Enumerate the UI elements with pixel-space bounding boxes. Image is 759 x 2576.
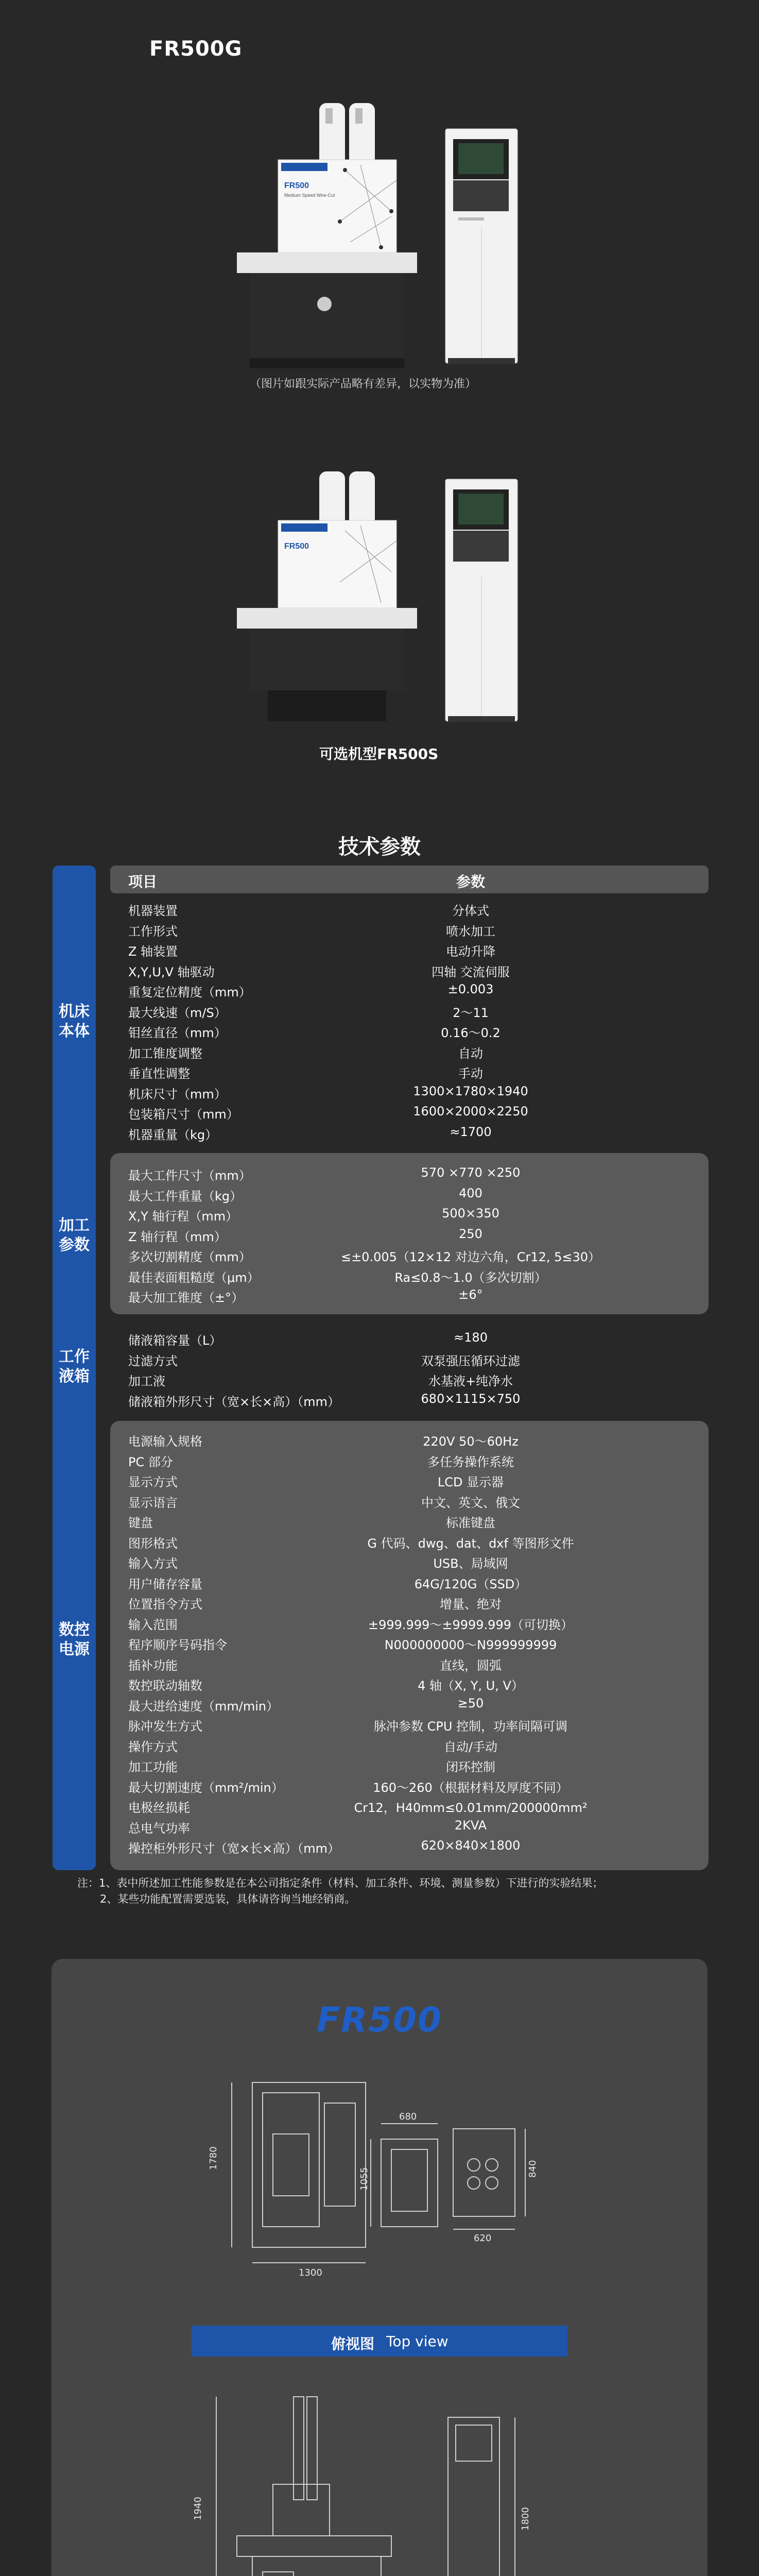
- dim-top-cab-h: 840: [527, 2160, 538, 2178]
- spec-value: 电动升降: [446, 944, 495, 959]
- spec-value: Cr12，H40mm≤0.01mm/200000mm²: [354, 1801, 588, 1815]
- spec-row: [110, 1672, 709, 1693]
- optional-model: 可选机型FR500S: [319, 745, 439, 762]
- spec-key: 程序顺序号码指令: [128, 1638, 227, 1652]
- spec-key: 最大线速（m/S）: [128, 1005, 227, 1020]
- rows-cnc: [110, 1428, 709, 1856]
- panel-brand: FR500: [284, 181, 309, 190]
- model-title: FR500G: [149, 37, 243, 61]
- dim-top-cab-w: 620: [474, 2233, 492, 2244]
- spec-key: 加工功能: [128, 1760, 178, 1774]
- spec-row: [110, 1101, 709, 1122]
- panel-sub: Medium Speed Wire-Cut: [284, 193, 335, 198]
- spec-key: 储液箱容量（L）: [128, 1333, 222, 1348]
- note-2: 2、某些功能配置需要选装，具体请咨询当地经销商。: [100, 1893, 356, 1905]
- spec-value: 620×840×1800: [421, 1838, 521, 1853]
- spec-value: 64G/120G（SSD）: [414, 1577, 527, 1591]
- spec-value: 自动/手动: [443, 1739, 498, 1754]
- spec-row: [110, 1489, 709, 1510]
- dim-front-cab-h: 1800: [520, 2507, 531, 2531]
- top-view-drawing: [196, 2072, 587, 2278]
- spec-key: 垂直性调整: [128, 1066, 190, 1081]
- spec-value: 直线，圆弧: [440, 1658, 502, 1673]
- spec-value: 2～11: [453, 1005, 489, 1020]
- spec-row: [110, 1612, 709, 1632]
- dim-front-height: 1940: [193, 2497, 203, 2520]
- header-item: 项目: [128, 873, 158, 890]
- spec-key: 最大工件尺寸（mm）: [128, 1168, 251, 1183]
- band-label-processing: 加工 参数: [59, 1216, 90, 1254]
- spec-row: [110, 1530, 709, 1551]
- spec-row: [110, 1264, 709, 1285]
- photo-note: （图片如跟实际产品略有差异，以实物为准）: [250, 378, 477, 391]
- spec-value: ≥50: [457, 1696, 484, 1710]
- spec-value: ≤±0.005（12×12 对边六角，Cr12, 5≤30）: [340, 1250, 601, 1264]
- spec-key: 电极丝损耗: [128, 1801, 190, 1815]
- spec-row: [110, 1020, 709, 1040]
- category-sidebar: [53, 866, 96, 1870]
- spec-value: 4 轴（X, Y, U, V）: [418, 1679, 524, 1693]
- spec-row: [110, 1162, 709, 1183]
- spec-key: 重复定位精度（mm）: [128, 985, 251, 999]
- band-label-cnc: 数控 电源: [59, 1621, 90, 1658]
- spec-key: 图形格式: [128, 1536, 178, 1551]
- spec-key: 加工液: [128, 1374, 165, 1388]
- spec-value: 闭环控制: [446, 1760, 495, 1774]
- spec-value: ≈180: [454, 1330, 488, 1345]
- spec-value: ≈1700: [450, 1124, 492, 1139]
- spec-value: ±0.003: [447, 982, 494, 996]
- spec-row: [110, 1754, 709, 1774]
- spec-key: 插补功能: [128, 1658, 178, 1673]
- spec-key: Z 轴行程（mm）: [128, 1229, 227, 1244]
- top-view-en: Top view: [386, 2333, 449, 2350]
- spec-row: [110, 1632, 709, 1652]
- spec-key: 最大切割速度（mm²/min）: [128, 1780, 284, 1795]
- spec-row: [110, 1713, 709, 1734]
- spec-row: [110, 1835, 709, 1856]
- dim-top-tank-h: 1055: [359, 2167, 370, 2191]
- spec-value: ±999.999～±9999.999（可切换）: [368, 1617, 573, 1632]
- spec-row: [110, 1815, 709, 1836]
- fr500-logo: FR500: [317, 2000, 442, 2040]
- spec-key: 显示方式: [128, 1475, 178, 1489]
- spec-value: ±6°: [458, 1287, 483, 1302]
- dim-top-height: 1780: [208, 2146, 219, 2170]
- top-view-bar: [192, 2326, 567, 2357]
- rows-processing: [110, 1162, 709, 1305]
- spec-row: [110, 1327, 709, 1348]
- spec-row: [110, 959, 709, 979]
- spec-key: 最大加工锥度（±°）: [128, 1291, 244, 1305]
- spec-value: 250: [459, 1226, 482, 1241]
- spec-key: 机器装置: [128, 904, 178, 918]
- spec-key: 位置指令方式: [128, 1597, 202, 1612]
- spec-row: [110, 1510, 709, 1530]
- spec-row: [110, 1183, 709, 1204]
- spec-value: 分体式: [452, 904, 489, 918]
- spec-key: 机床尺寸（mm）: [128, 1087, 227, 1101]
- spec-row: [110, 1591, 709, 1612]
- spec-key: 加工锥度调整: [128, 1046, 202, 1061]
- spec-key: 工作形式: [128, 924, 178, 939]
- spec-key: 操控柜外形尺寸（宽×长×高）（mm）: [128, 1841, 340, 1856]
- spec-key: 键盘: [128, 1516, 153, 1530]
- spec-key: X,Y,U,V 轴驱动: [128, 964, 215, 979]
- spec-row: [110, 1428, 709, 1449]
- spec-key: 操作方式: [128, 1739, 178, 1754]
- spec-row: [110, 999, 709, 1020]
- spec-key: 用户储存容量: [128, 1577, 202, 1591]
- spec-row: [110, 1734, 709, 1754]
- spec-value: 1600×2000×2250: [413, 1104, 528, 1118]
- spec-row: [110, 1550, 709, 1571]
- band-label-tank: 工作 液箱: [59, 1348, 90, 1385]
- panel-brand-2: FR500: [284, 542, 309, 551]
- spec-value: 自动: [458, 1046, 483, 1061]
- spec-key: 包装箱尺寸（mm）: [128, 1107, 239, 1122]
- notes: [77, 1875, 603, 1907]
- spec-row: [110, 1122, 709, 1142]
- spec-value: 喷水加工: [446, 924, 495, 939]
- spec-key: 最大工件重量（kg）: [128, 1189, 243, 1204]
- spec-key: 输入范围: [128, 1617, 178, 1632]
- spec-row: [110, 1449, 709, 1469]
- spec-key: 机器重量（kg）: [128, 1127, 218, 1142]
- spec-value: USB、局域网: [433, 1556, 508, 1571]
- spec-key: Z 轴装置: [128, 944, 178, 959]
- spec-value: LCD 显示器: [437, 1475, 504, 1489]
- band-label-body: 机床 本体: [59, 1003, 90, 1040]
- spec-value: 400: [459, 1185, 482, 1200]
- spec-value: 160～260（根据材料及厚度不同）: [373, 1780, 568, 1795]
- rows-machine-body: [110, 897, 709, 1142]
- spec-row: [110, 1693, 709, 1714]
- spec-key: 总电气功率: [128, 1821, 190, 1836]
- spec-row: [110, 1348, 709, 1368]
- spec-row: [110, 979, 709, 999]
- spec-row: [110, 938, 709, 959]
- spec-value: Ra≤0.8～1.0（多次切割）: [394, 1270, 547, 1285]
- dim-top-tank-w: 680: [399, 2111, 417, 2122]
- spec-value: 2KVA: [454, 1818, 487, 1833]
- spec-value: 220V 50～60Hz: [423, 1434, 519, 1449]
- spec-value: 680×1115×750: [421, 1391, 521, 1406]
- spec-row: [110, 1224, 709, 1244]
- spec-row: [110, 1774, 709, 1795]
- spec-row: [110, 1203, 709, 1224]
- spec-key: 显示语言: [128, 1495, 178, 1510]
- spec-row: [110, 1652, 709, 1673]
- spec-key: 最佳表面粗糙度（μm）: [128, 1270, 260, 1285]
- spec-row: [110, 1040, 709, 1061]
- spec-value: G 代码、dwg、dat、dxf 等图形文件: [367, 1536, 574, 1551]
- spec-key: 最大进给速度（mm/min）: [128, 1699, 279, 1714]
- spec-value: 增量、绝对: [440, 1597, 502, 1612]
- rows-tank: [110, 1327, 709, 1409]
- spec-row: [110, 1368, 709, 1388]
- spec-row: [110, 1244, 709, 1264]
- spec-key: X,Y 轴行程（mm）: [128, 1209, 238, 1224]
- spec-value: 500×350: [442, 1206, 499, 1221]
- spec-row: [110, 1060, 709, 1081]
- spec-value: 0.16～0.2: [441, 1026, 501, 1040]
- spec-key: 储液箱外形尺寸（宽×长×高）（mm）: [128, 1394, 340, 1409]
- header-param: 参数: [456, 873, 486, 890]
- spec-value: 570 ×770 ×250: [421, 1165, 521, 1180]
- spec-value: 四轴 交流伺服: [432, 964, 510, 979]
- spec-key: 电源输入规格: [128, 1434, 202, 1449]
- spec-value: 脉冲参数 CPU 控制，功率间隔可调: [373, 1719, 568, 1734]
- note-1: 注：1、表中所述加工性能参数是在本公司指定条件（材料、加工条件、环境、测量参数）下进行的实验结果；: [77, 1877, 603, 1889]
- spec-value: N000000000～N999999999: [384, 1638, 557, 1652]
- dimension-drawing-card: [51, 1959, 708, 2576]
- spec-row: [110, 918, 709, 939]
- spec-key: 过滤方式: [128, 1353, 178, 1368]
- spec-key: 输入方式: [128, 1556, 178, 1571]
- top-view-cn: 俯视图: [331, 2335, 374, 2352]
- machine-photo-fr500g: [227, 98, 536, 386]
- spec-row: [110, 1284, 709, 1305]
- spec-key: 脉冲发生方式: [128, 1719, 202, 1734]
- spec-row: [110, 1469, 709, 1489]
- spec-title: 技术参数: [338, 835, 421, 859]
- spec-value: 水基液+纯净水: [428, 1374, 513, 1388]
- spec-value: 双泵强压循环过滤: [421, 1353, 520, 1368]
- dim-top-width: 1300: [299, 2267, 322, 2278]
- spec-value: 手动: [458, 1066, 483, 1081]
- spec-row: [110, 1388, 709, 1409]
- spec-key: 多次切割精度（mm）: [128, 1250, 251, 1264]
- spec-row: [110, 897, 709, 918]
- spec-value: 1300×1780×1940: [413, 1083, 528, 1098]
- spec-key: 钼丝直径（mm）: [128, 1026, 227, 1040]
- spec-row: [110, 1571, 709, 1591]
- spec-key: PC 部分: [128, 1454, 173, 1469]
- machine-photo-fr500s: [227, 469, 536, 737]
- spec-value: 多任务操作系统: [427, 1454, 514, 1469]
- spec-value: 标准键盘: [446, 1516, 495, 1530]
- spec-row: [110, 1081, 709, 1101]
- spec-key: 数控联动轴数: [128, 1679, 202, 1693]
- spec-value: 中文、英文、俄文: [421, 1495, 520, 1510]
- spec-header: [110, 866, 709, 893]
- front-view-drawing: [180, 2386, 592, 2576]
- spec-row: [110, 1794, 709, 1815]
